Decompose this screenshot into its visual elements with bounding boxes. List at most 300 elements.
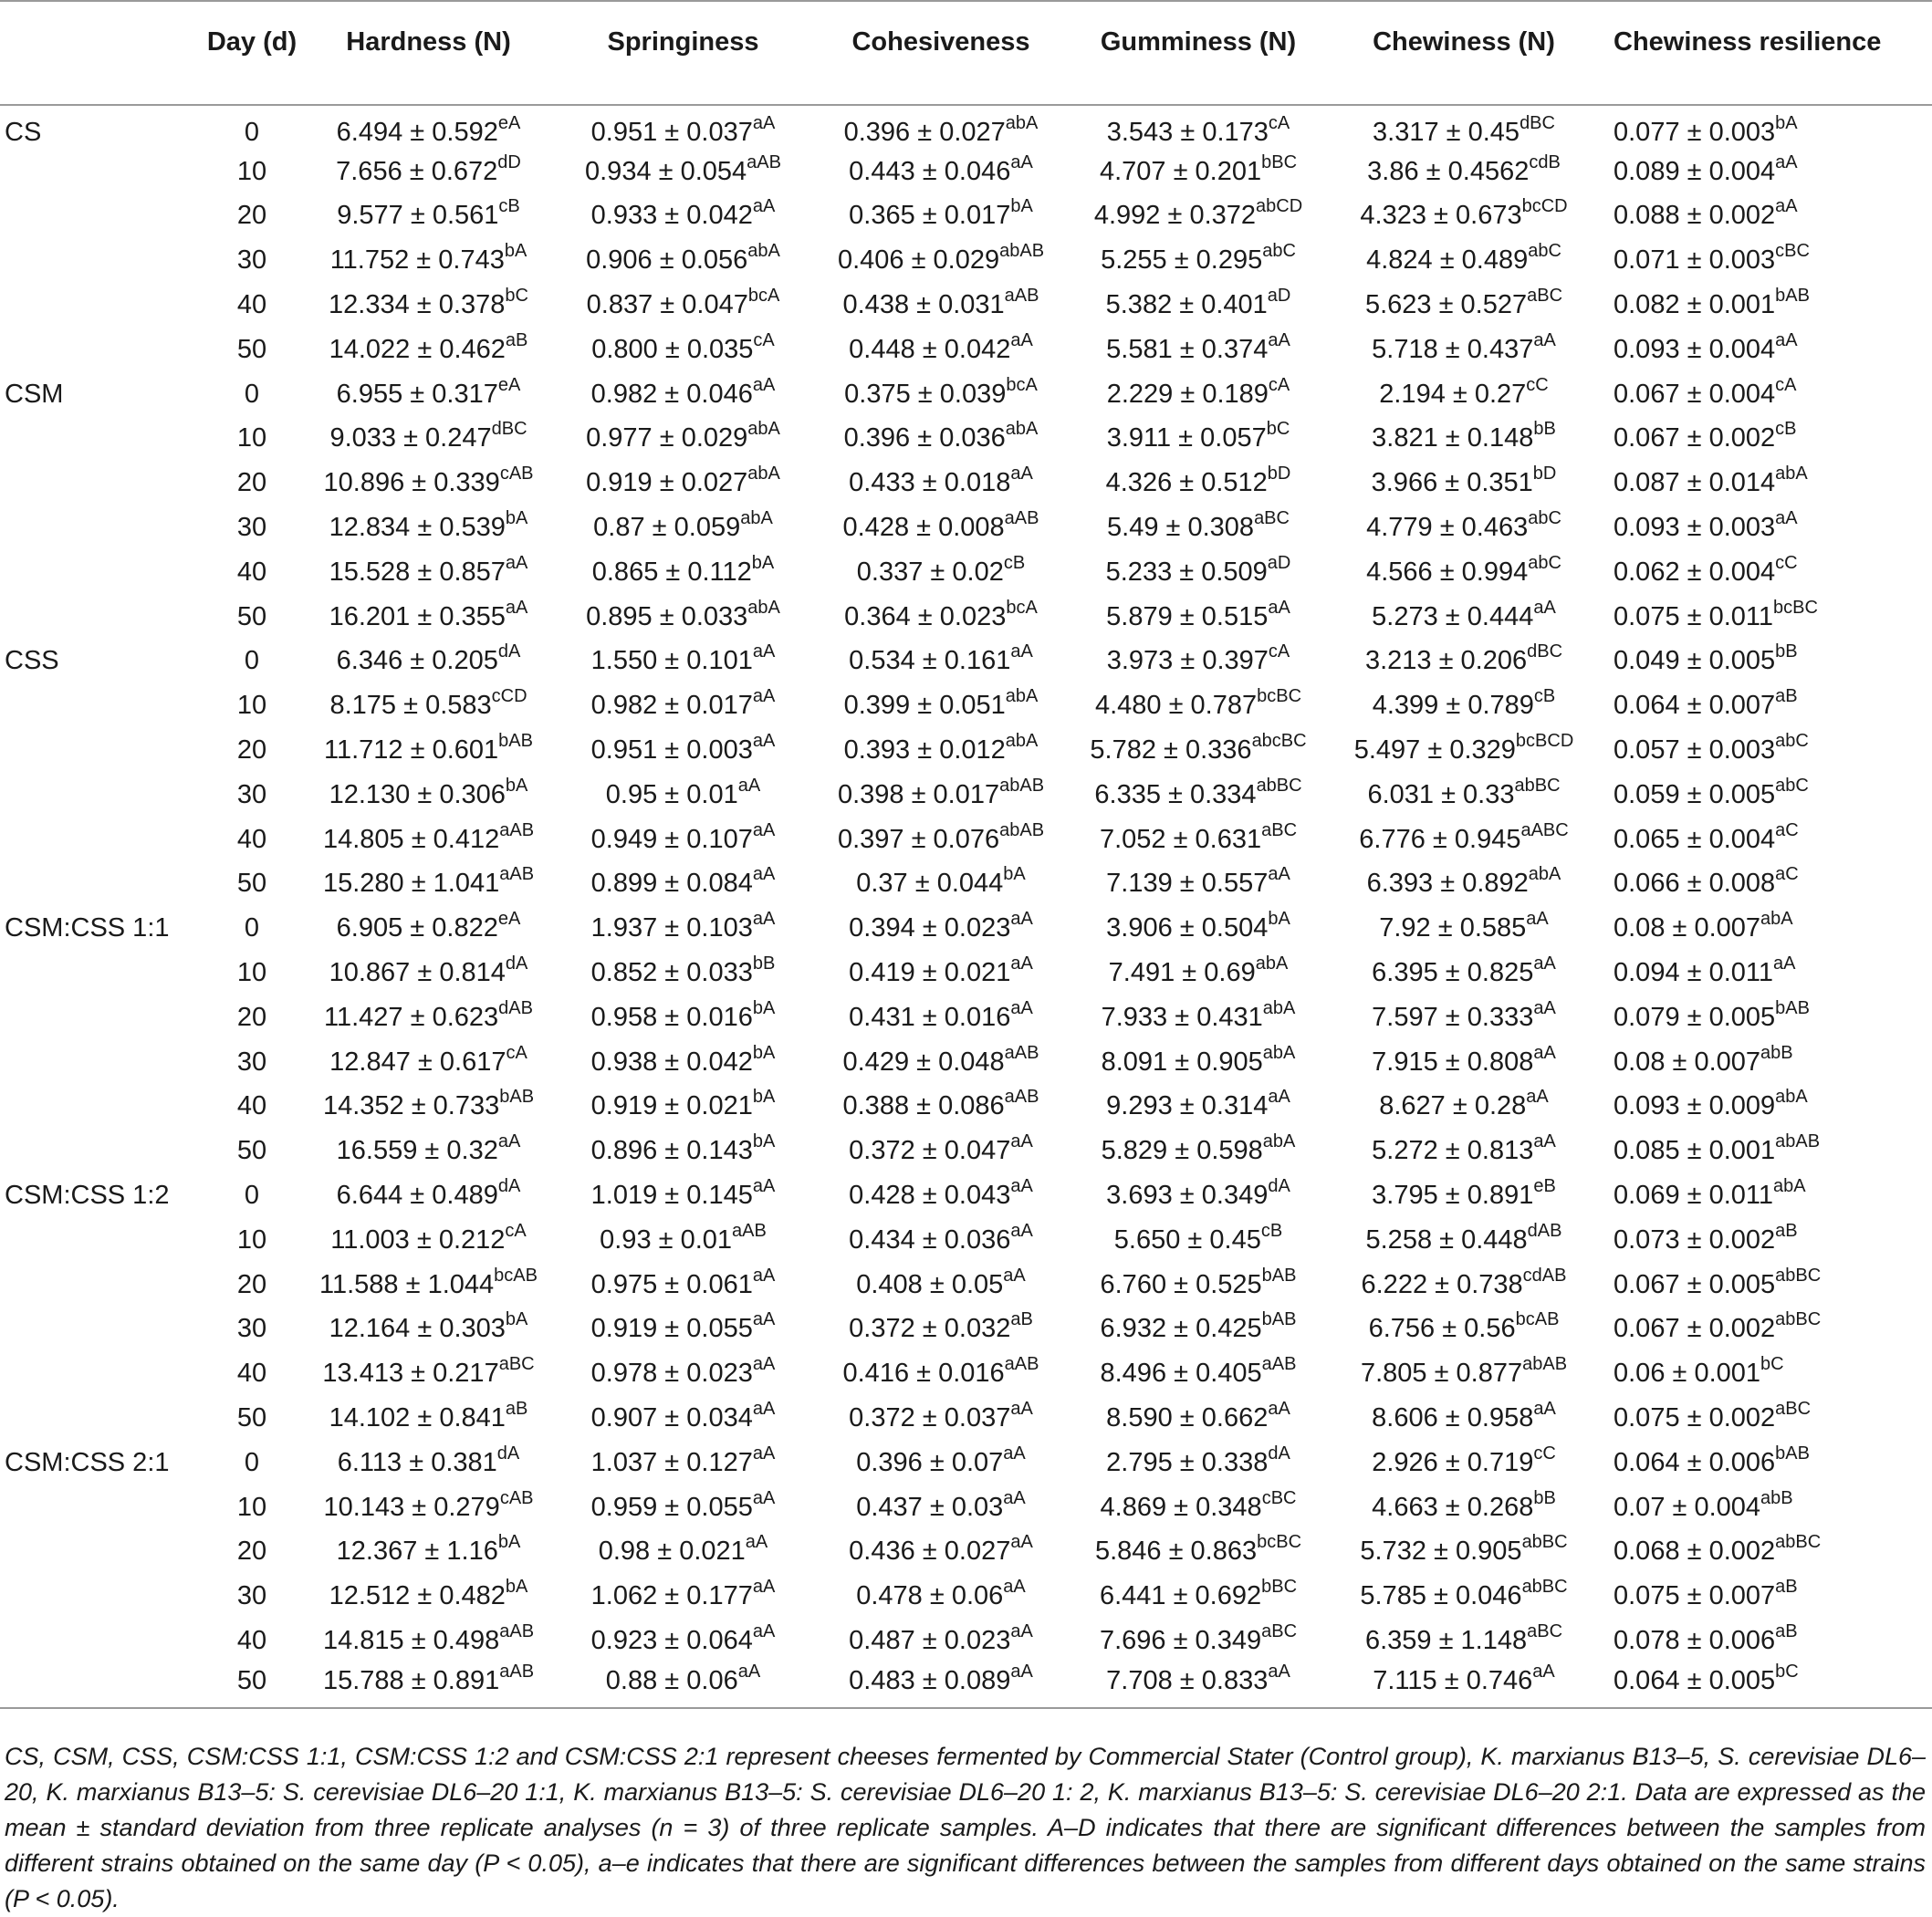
chewiness-resilience-cell xyxy=(1601,372,1932,417)
cohesiveness-cell xyxy=(812,1530,1070,1575)
springiness-cell xyxy=(554,595,812,640)
value-text: 10.143 ± 0.279 xyxy=(323,1492,500,1522)
significance-letters: abBC xyxy=(1521,1532,1568,1553)
value-text: 0.085 ± 0.001 xyxy=(1613,1136,1776,1166)
gumminess-cell xyxy=(1070,1530,1327,1575)
value-text: 6.955 ± 0.317 xyxy=(336,379,498,409)
significance-letters: abC xyxy=(1528,241,1561,262)
table-row xyxy=(0,328,1932,372)
significance-letters: aB xyxy=(505,1399,528,1419)
significance-letters: abA xyxy=(747,464,780,484)
significance-letters: bC xyxy=(1775,1662,1799,1683)
significance-letters: abcBC xyxy=(1251,731,1307,752)
significance-letters: abA xyxy=(1005,419,1039,440)
springiness-cell xyxy=(554,417,812,462)
day-cell: 50 xyxy=(236,601,267,631)
significance-letters: abAB xyxy=(999,241,1045,262)
chewiness-resilience-cell xyxy=(1601,238,1932,283)
significance-letters: cB xyxy=(1775,419,1797,440)
significance-letters: abAB xyxy=(1775,1131,1821,1152)
day-cell: 10 xyxy=(236,156,267,186)
significance-letters: aA xyxy=(752,113,776,134)
chewiness-cell xyxy=(1327,150,1601,194)
day-cell: 40 xyxy=(236,1359,267,1389)
significance-letters: cC xyxy=(1775,552,1798,573)
significance-letters: abB xyxy=(1760,1042,1793,1063)
significance-letters: cBC xyxy=(1775,241,1810,262)
significance-letters: aAB xyxy=(1004,1087,1039,1108)
significance-letters: aABC xyxy=(1520,819,1569,840)
chewiness-resilience-cell xyxy=(1601,550,1932,595)
springiness-cell xyxy=(554,1085,812,1130)
gumminess-cell xyxy=(1070,461,1327,505)
significance-letters: abBC xyxy=(1521,1577,1568,1598)
chewiness-cell xyxy=(1327,640,1601,684)
value-text: 5.650 ± 0.45 xyxy=(1113,1224,1261,1255)
significance-letters: bcA xyxy=(1006,597,1038,618)
value-text: 0.98 ± 0.021 xyxy=(598,1537,746,1567)
header-springiness: Springiness xyxy=(554,1,812,105)
hardness-cell xyxy=(303,105,554,150)
gumminess-cell xyxy=(1070,951,1327,995)
value-text: 4.824 ± 0.489 xyxy=(1366,245,1529,276)
chewiness-resilience-cell xyxy=(1601,1129,1932,1173)
significance-letters: bAB xyxy=(1261,1309,1297,1330)
value-text: 4.869 ± 0.348 xyxy=(1100,1492,1262,1522)
value-text: 5.497 ± 0.329 xyxy=(1353,735,1516,766)
value-text: 15.280 ± 1.041 xyxy=(322,869,500,899)
gumminess-cell xyxy=(1070,1619,1327,1663)
significance-letters: bAB xyxy=(499,1087,535,1108)
significance-letters: eA xyxy=(497,909,521,930)
significance-letters: bB xyxy=(1775,641,1798,662)
day-cell: 50 xyxy=(236,1136,267,1166)
significance-letters: dA xyxy=(505,953,528,974)
value-text: 4.663 ± 0.268 xyxy=(1372,1492,1534,1522)
value-text: 11.712 ± 0.601 xyxy=(324,735,499,766)
value-text: 0.396 ± 0.027 xyxy=(843,118,1006,148)
significance-letters: aA xyxy=(1533,1399,1556,1419)
springiness-cell xyxy=(554,1173,812,1218)
gumminess-cell xyxy=(1070,1173,1327,1218)
value-text: 0.087 ± 0.014 xyxy=(1613,468,1776,498)
chewiness-cell xyxy=(1327,461,1601,505)
gumminess-cell xyxy=(1070,818,1327,862)
table-row xyxy=(0,1619,1932,1663)
value-text: 8.627 ± 0.28 xyxy=(1379,1091,1527,1121)
hardness-cell xyxy=(303,995,554,1040)
chewiness-resilience-cell xyxy=(1601,995,1932,1040)
significance-letters: bA xyxy=(1775,113,1798,134)
value-text: 3.973 ± 0.397 xyxy=(1106,646,1269,676)
significance-letters: aA xyxy=(1533,1042,1556,1063)
springiness-cell xyxy=(554,1263,812,1308)
day-cell: 30 xyxy=(236,1581,267,1611)
value-text: 12.164 ± 0.303 xyxy=(329,1314,506,1344)
table-row xyxy=(0,1351,1932,1396)
gumminess-cell xyxy=(1070,150,1327,194)
gumminess-cell xyxy=(1070,328,1327,372)
value-text: 0.483 ± 0.089 xyxy=(849,1666,1011,1696)
springiness-cell xyxy=(554,1396,812,1441)
chewiness-resilience-cell xyxy=(1601,1351,1932,1396)
significance-letters: aA xyxy=(1010,464,1033,484)
group-label xyxy=(0,1530,201,1575)
chewiness-cell xyxy=(1327,773,1601,818)
significance-letters: abAB xyxy=(999,775,1045,796)
significance-letters: aA xyxy=(752,819,776,840)
significance-letters: abA xyxy=(1773,1176,1806,1197)
value-text: 12.834 ± 0.539 xyxy=(329,513,506,543)
chewiness-resilience-cell xyxy=(1601,1218,1932,1263)
significance-letters: abC xyxy=(1775,731,1809,752)
chewiness-cell xyxy=(1327,995,1601,1040)
value-text: 0.075 ± 0.002 xyxy=(1613,1403,1776,1433)
significance-letters: aAB xyxy=(1004,1042,1039,1063)
value-text: 6.441 ± 0.692 xyxy=(1099,1581,1262,1611)
group-label xyxy=(0,1218,201,1263)
value-text: 3.693 ± 0.349 xyxy=(1106,1181,1269,1211)
springiness-cell xyxy=(554,1619,812,1663)
chewiness-cell xyxy=(1327,906,1601,951)
significance-letters: bB xyxy=(1533,419,1556,440)
value-text: 0.365 ± 0.017 xyxy=(849,201,1011,231)
significance-letters: bB xyxy=(1533,1487,1556,1508)
springiness-cell xyxy=(554,683,812,728)
value-text: 0.93 ± 0.01 xyxy=(600,1224,733,1255)
significance-letters: aA xyxy=(1003,1577,1026,1598)
significance-letters: aA xyxy=(1010,1176,1033,1197)
value-text: 5.49 ± 0.308 xyxy=(1107,513,1255,543)
value-text: 1.937 ± 0.103 xyxy=(590,913,753,943)
value-text: 0.896 ± 0.143 xyxy=(590,1136,753,1166)
significance-letters: aA xyxy=(505,597,528,618)
chewiness-cell xyxy=(1327,372,1601,417)
value-text: 3.911 ± 0.057 xyxy=(1106,423,1267,453)
day-cell: 20 xyxy=(236,735,267,766)
value-text: 5.581 ± 0.374 xyxy=(1106,334,1269,364)
value-text: 14.022 ± 0.462 xyxy=(329,334,506,364)
cohesiveness-cell xyxy=(812,283,1070,328)
significance-letters: aBC xyxy=(498,1354,535,1375)
chewiness-cell xyxy=(1327,1173,1601,1218)
chewiness-cell xyxy=(1327,728,1601,773)
table-row xyxy=(0,951,1932,995)
value-text: 3.795 ± 0.891 xyxy=(1372,1181,1534,1211)
group-label xyxy=(0,550,201,595)
table-row xyxy=(0,105,1932,150)
day-cell: 20 xyxy=(236,1269,267,1299)
significance-letters: aA xyxy=(752,1443,776,1464)
significance-letters: aA xyxy=(752,1577,776,1598)
table-row xyxy=(0,1040,1932,1085)
chewiness-resilience-cell xyxy=(1601,1574,1932,1619)
value-text: 0.899 ± 0.084 xyxy=(590,869,753,899)
value-text: 6.494 ± 0.592 xyxy=(336,118,498,148)
group-label xyxy=(0,1574,201,1619)
day-cell: 30 xyxy=(236,779,267,809)
cohesiveness-cell xyxy=(812,1263,1070,1308)
chewiness-resilience-cell xyxy=(1601,150,1932,194)
value-text: 10.867 ± 0.814 xyxy=(329,958,506,988)
chewiness-cell xyxy=(1327,1485,1601,1530)
value-text: 0.959 ± 0.055 xyxy=(590,1492,753,1522)
value-text: 9.577 ± 0.561 xyxy=(337,201,499,231)
significance-letters: dA xyxy=(1268,1443,1290,1464)
chewiness-resilience-cell xyxy=(1601,818,1932,862)
significance-letters: bA xyxy=(751,552,775,573)
value-text: 7.805 ± 0.877 xyxy=(1360,1359,1523,1389)
chewiness-resilience-cell xyxy=(1601,194,1932,239)
value-text: 3.317 ± 0.45 xyxy=(1373,118,1520,148)
chewiness-resilience-cell xyxy=(1601,728,1932,773)
hardness-cell xyxy=(303,1574,554,1619)
day-cell: 40 xyxy=(236,1625,267,1655)
significance-letters: aA xyxy=(1775,196,1798,217)
gumminess-cell xyxy=(1070,1218,1327,1263)
value-text: 0.388 ± 0.086 xyxy=(842,1091,1005,1121)
value-text: 0.419 ± 0.021 xyxy=(849,958,1011,988)
group-label xyxy=(0,1351,201,1396)
value-text: 0.088 ± 0.002 xyxy=(1613,201,1776,231)
chewiness-cell xyxy=(1327,1085,1601,1130)
chewiness-resilience-cell xyxy=(1601,283,1932,328)
value-text: 3.213 ± 0.206 xyxy=(1364,646,1528,676)
value-text: 11.588 ± 1.044 xyxy=(319,1269,495,1299)
value-text: 12.847 ± 0.617 xyxy=(329,1047,506,1077)
value-text: 5.879 ± 0.515 xyxy=(1106,601,1269,631)
chewiness-cell xyxy=(1327,1441,1601,1485)
value-text: 7.656 ± 0.672 xyxy=(336,156,498,186)
value-text: 6.760 ± 0.525 xyxy=(1100,1269,1262,1299)
value-text: 2.194 ± 0.27 xyxy=(1379,379,1527,409)
significance-letters: bBC xyxy=(1261,1577,1298,1598)
hardness-cell xyxy=(303,1308,554,1352)
value-text: 6.359 ± 1.148 xyxy=(1364,1625,1528,1655)
group-label xyxy=(0,818,201,862)
chewiness-resilience-cell xyxy=(1601,773,1932,818)
springiness-cell xyxy=(554,640,812,684)
hardness-cell xyxy=(303,505,554,550)
value-text: 15.528 ± 0.857 xyxy=(329,557,506,587)
significance-letters: aB xyxy=(1010,1309,1033,1330)
springiness-cell xyxy=(554,328,812,372)
significance-letters: abA xyxy=(1005,731,1039,752)
table-row xyxy=(0,1574,1932,1619)
value-text: 0.852 ± 0.033 xyxy=(590,958,753,988)
table-row xyxy=(0,1396,1932,1441)
significance-letters: aA xyxy=(1010,1532,1033,1553)
chewiness-cell xyxy=(1327,194,1601,239)
significance-letters: bA xyxy=(752,997,776,1018)
significance-letters: aB xyxy=(1775,1577,1798,1598)
springiness-cell xyxy=(554,505,812,550)
value-text: 6.644 ± 0.489 xyxy=(336,1181,498,1211)
value-text: 0.094 ± 0.011 xyxy=(1613,958,1774,988)
value-text: 5.255 ± 0.295 xyxy=(1101,245,1263,276)
day-cell: 10 xyxy=(236,958,267,988)
significance-letters: aB xyxy=(1775,686,1798,707)
significance-letters: abA xyxy=(1005,686,1039,707)
significance-letters: aA xyxy=(1268,597,1290,618)
significance-letters: dA xyxy=(497,641,521,662)
gumminess-cell xyxy=(1070,238,1327,283)
cohesiveness-cell xyxy=(812,150,1070,194)
group-label xyxy=(0,283,201,328)
hardness-cell xyxy=(303,372,554,417)
header-day: Day (d) xyxy=(201,1,303,105)
chewiness-resilience-cell xyxy=(1601,105,1932,150)
significance-letters: abAB xyxy=(1522,1354,1568,1375)
day-cell: 50 xyxy=(236,1403,267,1433)
value-text: 0.075 ± 0.007 xyxy=(1613,1581,1776,1611)
significance-letters: bA xyxy=(497,1532,521,1553)
chewiness-resilience-cell xyxy=(1601,1663,1932,1708)
value-text: 0.951 ± 0.003 xyxy=(590,735,753,766)
cohesiveness-cell xyxy=(812,461,1070,505)
significance-letters: cA xyxy=(1268,374,1290,395)
cohesiveness-cell xyxy=(812,1040,1070,1085)
significance-letters: aA xyxy=(752,1354,776,1375)
group-label xyxy=(0,1663,201,1708)
gumminess-cell xyxy=(1070,550,1327,595)
header-cohesiveness: Cohesiveness xyxy=(812,1,1070,105)
hardness-cell xyxy=(303,773,554,818)
table-row xyxy=(0,1218,1932,1263)
significance-letters: abA xyxy=(1262,1042,1296,1063)
value-text: 8.175 ± 0.583 xyxy=(329,691,492,721)
group-label: CSS xyxy=(5,646,59,676)
cohesiveness-cell xyxy=(812,1396,1070,1441)
group-label xyxy=(0,461,201,505)
value-text: 5.846 ± 0.863 xyxy=(1094,1537,1258,1567)
springiness-cell xyxy=(554,194,812,239)
significance-letters: cB xyxy=(1003,552,1026,573)
significance-letters: bcAB xyxy=(494,1265,538,1286)
cohesiveness-cell xyxy=(812,550,1070,595)
value-text: 0.399 ± 0.051 xyxy=(843,691,1006,721)
value-text: 0.064 ± 0.007 xyxy=(1613,691,1776,721)
significance-letters: aA xyxy=(1533,953,1556,974)
significance-letters: aA xyxy=(1533,329,1556,350)
chewiness-resilience-cell xyxy=(1601,1396,1932,1441)
value-text: 0.800 ± 0.035 xyxy=(591,334,754,364)
gumminess-cell xyxy=(1070,1663,1327,1708)
value-text: 6.113 ± 0.381 xyxy=(337,1447,497,1477)
value-text: 6.756 ± 0.56 xyxy=(1368,1314,1516,1344)
table-row xyxy=(0,194,1932,239)
chewiness-cell xyxy=(1327,1619,1601,1663)
value-text: 7.708 ± 0.833 xyxy=(1106,1666,1269,1696)
significance-letters: cAB xyxy=(499,464,534,484)
group-label xyxy=(0,1263,201,1308)
chewiness-resilience-cell xyxy=(1601,1085,1932,1130)
significance-letters: bA xyxy=(752,1087,776,1108)
value-text: 0.089 ± 0.004 xyxy=(1613,156,1776,186)
significance-letters: bAB xyxy=(1261,1265,1297,1286)
significance-letters: aAB xyxy=(499,864,535,885)
value-text: 0.075 ± 0.011 xyxy=(1613,601,1774,631)
value-text: 0.064 ± 0.005 xyxy=(1613,1666,1776,1696)
chewiness-cell xyxy=(1327,1351,1601,1396)
chewiness-resilience-cell xyxy=(1601,906,1932,951)
day-cell: 50 xyxy=(236,869,267,899)
cohesiveness-cell xyxy=(812,683,1070,728)
hardness-cell xyxy=(303,1218,554,1263)
significance-letters: cC xyxy=(1526,374,1549,395)
table-row xyxy=(0,1530,1932,1575)
hardness-cell xyxy=(303,1663,554,1708)
springiness-cell xyxy=(554,238,812,283)
value-text: 7.915 ± 0.808 xyxy=(1372,1047,1534,1077)
value-text: 8.496 ± 0.405 xyxy=(1100,1359,1262,1389)
gumminess-cell xyxy=(1070,728,1327,773)
gumminess-cell xyxy=(1070,683,1327,728)
table-header xyxy=(0,1,1932,105)
significance-letters: aA xyxy=(1268,1399,1290,1419)
significance-letters: aA xyxy=(752,864,776,885)
value-text: 6.346 ± 0.205 xyxy=(336,646,498,676)
table-footnote: CS, CSM, CSS, CSM:CSS 1:1, CSM:CSS 1:2 and CSM:CSS 2:1 represent cheeses fermented by Commercial Stater (Control group), K. marxianus B13–5, S. cerevisiae DL6–20, K. marxianus B13–5: S. cerevisiae DL6–20 1:1, K. marxianus B13–5: S. cerevisiae DL6–20 1: 2, K. marxianus B13–5: S. cerevisiae DL6–20 2:1. Data are expressed as the mean ± standard deviation from three replicate analyses (n = 3) of three replicate samples. A–D indicates that there are significant differences between the samples from different strains obtained on the same day (P < 0.05), a–e indicates that there are significant differences between the samples from different days obtained on the same strains (P < 0.05). xyxy=(5,1743,1926,1912)
header-row xyxy=(0,1,1932,105)
value-text: 0.895 ± 0.033 xyxy=(586,601,748,631)
significance-letters: aA xyxy=(752,731,776,752)
springiness-cell xyxy=(554,372,812,417)
significance-letters: bBC xyxy=(1261,151,1298,172)
value-text: 0.408 ± 0.05 xyxy=(856,1269,1004,1299)
value-text: 5.382 ± 0.401 xyxy=(1105,290,1268,320)
day-cell: 20 xyxy=(236,468,267,498)
value-text: 0.982 ± 0.017 xyxy=(590,691,753,721)
significance-letters: bC xyxy=(505,286,528,307)
springiness-cell xyxy=(554,1351,812,1396)
springiness-cell xyxy=(554,1129,812,1173)
table-row xyxy=(0,372,1932,417)
chewiness-resilience-cell xyxy=(1601,328,1932,372)
value-text: 4.707 ± 0.201 xyxy=(1099,156,1262,186)
significance-letters: aA xyxy=(497,1131,521,1152)
significance-letters: aD xyxy=(1267,286,1291,307)
significance-letters: bC xyxy=(1266,419,1290,440)
significance-letters: bAB xyxy=(1775,286,1810,307)
value-text: 2.229 ± 0.189 xyxy=(1106,379,1269,409)
significance-letters: aA xyxy=(752,686,776,707)
chewiness-cell xyxy=(1327,1218,1601,1263)
value-text: 5.273 ± 0.444 xyxy=(1372,601,1534,631)
significance-letters: bA xyxy=(1268,909,1290,930)
value-text: 7.139 ± 0.557 xyxy=(1106,869,1269,899)
value-text: 0.428 ± 0.008 xyxy=(842,513,1005,543)
value-text: 0.062 ± 0.004 xyxy=(1613,557,1776,587)
significance-letters: aAB xyxy=(1004,1354,1039,1375)
significance-letters: aBC xyxy=(1261,819,1298,840)
value-text: 0.364 ± 0.023 xyxy=(844,601,1007,631)
significance-letters: bAB xyxy=(498,731,533,752)
significance-letters: aA xyxy=(1010,953,1033,974)
table-row xyxy=(0,773,1932,818)
value-text: 0.093 ± 0.009 xyxy=(1613,1091,1776,1121)
significance-letters: dBC xyxy=(1527,641,1563,662)
value-text: 5.732 ± 0.905 xyxy=(1360,1537,1522,1567)
chewiness-resilience-cell xyxy=(1601,683,1932,728)
hardness-cell xyxy=(303,1619,554,1663)
springiness-cell xyxy=(554,283,812,328)
group-label: CS xyxy=(5,118,42,148)
springiness-cell xyxy=(554,105,812,150)
hardness-cell xyxy=(303,683,554,728)
value-text: 0.919 ± 0.027 xyxy=(586,468,748,498)
significance-letters: aB xyxy=(1775,1620,1798,1641)
